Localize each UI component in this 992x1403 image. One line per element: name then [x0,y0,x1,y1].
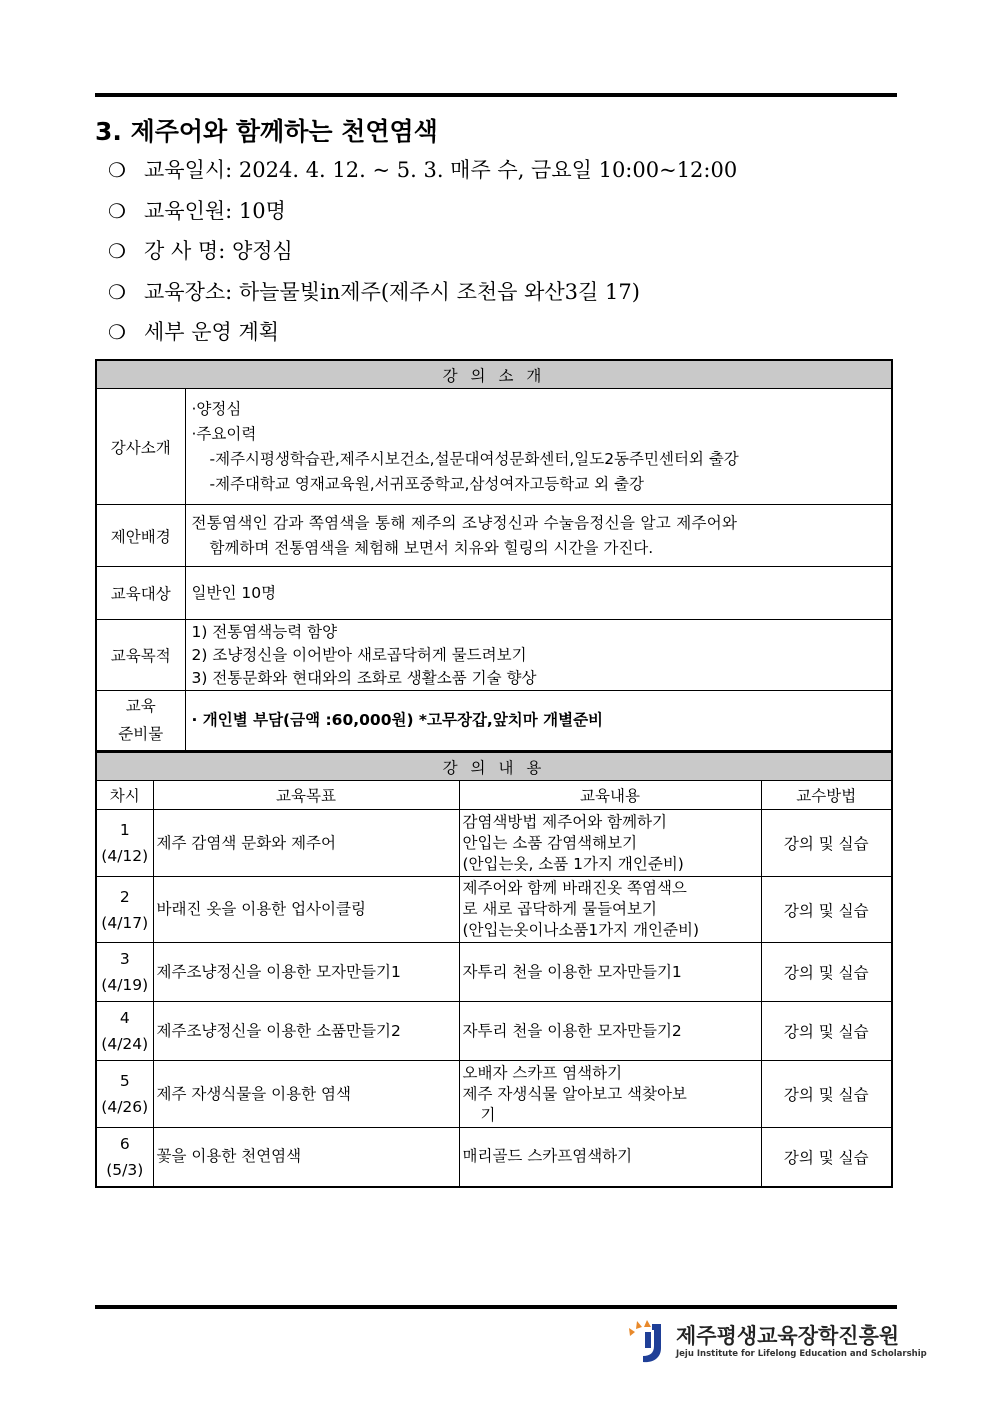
content-cell [459,810,761,877]
prep-label-line: 준비물 [118,725,164,744]
session-date: (4/12) [101,847,149,865]
content-cell [459,1002,761,1061]
circle-bullet-icon: ❍ [108,158,126,182]
goal-cell: 바래진 옷을 이용한 업사이클링 [153,877,459,943]
target-value: 일반인 10명 [185,567,892,620]
method-cell: 강의 및 실습 [761,877,892,943]
content-cell [459,1128,761,1187]
method-cell: 강의 및 실습 [761,1128,892,1187]
method-cell: 강의 및 실습 [761,1061,892,1128]
content-header-row [96,752,892,781]
top-rule [95,93,897,97]
content-line: 매리골드 스카프염색하기 [462,1147,633,1166]
instructor-line: -제주시평생학습관,제주시보건소,설문대여성문화센터,일도2동주민센터외 출강 [209,449,739,468]
section-title: 3. 제주어와 함께하는 천연염색 [95,117,438,146]
circle-bullet-icon: ❍ [108,198,126,223]
session-cell [96,1002,153,1061]
goal-cell: 꽃을 이용한 천연염색 [153,1128,459,1187]
content-line: 기 [480,1105,496,1124]
session-cell [96,943,153,1002]
circle-bullet-icon: ❍ [108,320,126,344]
bullet-headcount [108,194,737,235]
instructor-line: -제주대학교 영재교육원,서귀포중학교,삼성여자고등학교 외 출강 [209,474,645,493]
institute-subtitle: Jeju Institute for Lifelong Education and Scholarship [676,1349,927,1359]
instructor-value [185,389,892,505]
session-number: 2 [119,887,130,906]
background-line: 함께하며 전통염색을 체험해 보면서 치유와 힐링의 시간을 가진다. [209,538,654,557]
bullet-plan [108,315,737,356]
prep-value: · 개인별 부담(금액 :60,000원) *고무장갑,앞치마 개별준비 [185,691,892,751]
bullet-text: 교육일시: 2024. 4. 12. ~ 5. 3. 매주 수, 금요일 10:00~12:00 [144,158,738,182]
bottom-rule [95,1305,897,1309]
intro-header: 강 의 소 개 [96,360,892,389]
session-number: 1 [119,821,130,839]
method-cell: 강의 및 실습 [761,943,892,1002]
content-line: 오배자 스카프 염색하기 [462,1063,623,1082]
bullet-list [108,153,737,356]
bullet-text: 교육인원: 10명 [144,198,286,223]
goal-value [185,620,892,691]
content-cell [459,877,761,943]
goal-line: 1) 전통염색능력 함양 [191,622,338,641]
session-date: (4/19) [101,976,149,994]
content-line: (안입는옷, 소품 1가지 개인준비) [462,854,684,873]
content-cell [459,943,761,1002]
content-line: 자투리 천을 이용한 모자만들기1 [462,962,682,981]
institute-emblem-icon [625,1318,669,1364]
instructor-label: 강사소개 [96,389,185,505]
table-row [96,1128,892,1187]
method-cell: 강의 및 실습 [761,810,892,877]
table-row [96,877,892,943]
session-cell [96,877,153,943]
col-content: 교육내용 [459,781,761,810]
circle-bullet-icon: ❍ [108,239,126,263]
prep-label [96,691,185,751]
content-cell [459,1061,761,1128]
lecture-intro-table [95,359,893,752]
goal-cell: 제주 감염색 문화와 제주어 [153,810,459,877]
lecture-content-table [95,751,893,1188]
bullet-schedule [108,153,737,194]
target-label: 교육대상 [96,567,185,620]
goal-cell: 제주조냥정신을 이용한 모자만들기1 [153,943,459,1002]
intro-header-row [96,360,892,389]
content-line: 자투리 천을 이용한 모자만들기2 [462,1021,682,1040]
content-line: (안입는옷이나소품1가지 개인준비) [462,921,700,939]
background-row [96,505,892,567]
instructor-line: ·양정심 [191,399,242,418]
col-session: 차시 [96,781,153,810]
goal-cell: 제주 자생식물을 이용한 염색 [153,1061,459,1128]
session-number: 3 [119,950,130,968]
goal-row [96,620,892,691]
goal-line: 2) 조냥정신을 이어받아 새로곱닥허게 물드려보기 [191,645,527,664]
method-cell: 강의 및 실습 [761,1002,892,1061]
goal-label: 교육목적 [96,620,185,691]
table-row [96,810,892,877]
goal-cell: 제주조냥정신을 이용한 소품만들기2 [153,1002,459,1061]
bullet-text: 세부 운영 계획 [144,320,280,344]
background-label: 제안배경 [96,505,185,567]
bullet-instructor [108,234,737,275]
target-row [96,567,892,620]
background-value [185,505,892,567]
institute-name: 제주평생교육장학진흥원 [676,1324,900,1348]
session-date: (4/17) [101,913,149,932]
content-line: 제주어와 함께 바래진옷 쪽염색으 [462,879,687,897]
instructor-row [96,389,892,505]
session-date: (5/3) [106,1160,144,1179]
bullet-text: 교육장소: 하늘물빛in제주(제주시 조천읍 와산3길 17) [144,279,640,304]
content-line: 안입는 소품 감염색해보기 [462,833,638,852]
session-cell [96,1128,153,1187]
prep-row [96,691,892,751]
institute-logo [625,1318,927,1368]
session-cell [96,1061,153,1128]
session-cell [96,810,153,877]
content-line: 제주 자생식물 알아보고 색찾아보 [462,1084,687,1103]
background-line: 전통염색인 감과 쪽염색을 통해 제주의 조냥정신과 수눌음정신을 알고 제주어와 [191,513,738,532]
session-number: 5 [119,1072,130,1090]
instructor-line: ·주요이력 [191,424,257,443]
col-goal: 교육목표 [153,781,459,810]
goal-line: 3) 전통문화와 현대와의 조화로 생활소품 기술 향상 [191,668,537,687]
session-date: (4/24) [101,1035,149,1053]
session-number: 6 [119,1134,130,1153]
session-date: (4/26) [101,1098,149,1116]
session-number: 4 [119,1009,130,1027]
table-row [96,943,892,1002]
content-line: 감염색방법 제주어와 함께하기 [462,812,668,831]
column-header-row [96,781,892,810]
table-row [96,1002,892,1061]
circle-bullet-icon: ❍ [108,279,126,304]
content-line: 로 새로 곱닥하게 물들여보기 [462,900,657,918]
col-method: 교수방법 [761,781,892,810]
table-row [96,1061,892,1128]
bullet-location [108,275,737,316]
prep-label-line: 교육 [125,697,156,716]
bullet-text: 강 사 명: 양정심 [144,239,293,263]
content-header: 강 의 내 용 [96,752,892,781]
